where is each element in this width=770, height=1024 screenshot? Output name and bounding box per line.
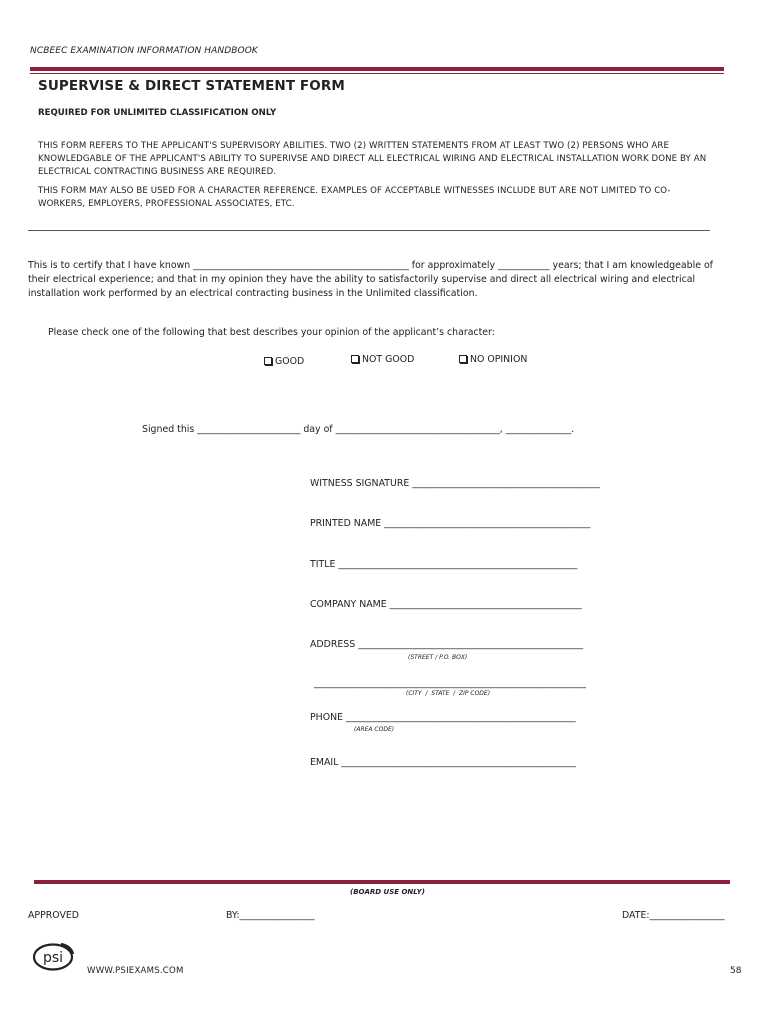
checkbox-icon[interactable] (264, 357, 272, 365)
by-field[interactable]: BY:________________ (226, 910, 315, 921)
option-good[interactable] (264, 356, 304, 367)
option-not-good-label: NOT GOOD (362, 354, 415, 365)
required-note: REQUIRED FOR UNLIMITED CLASSIFICATION ONLY (38, 108, 277, 118)
psi-logo (31, 940, 75, 972)
board-section-rule (34, 880, 730, 884)
option-good-label: GOOD (275, 356, 305, 367)
certification-statement[interactable]: This is to certify that I have known ______________________________________________ for approximately ___________ years; that I am knowledgeable of their electrical experience; and that in my opinion they have the ability to satisfactorily supervise and direct all electrical wiring and electrical installation work performed by an electrical contracting business in the Unlimited classification. (28, 260, 713, 299)
witness-signature-field[interactable]: WITNESS SIGNATURE ________________________________________ (310, 478, 600, 489)
option-no-opinion[interactable] (459, 354, 527, 365)
character-question: Please check one of the following that best describes your opinion of the applicant’s character: (48, 327, 495, 338)
header-rule-thin (30, 73, 724, 74)
address-line2-field[interactable]: __________________________________________________________ (314, 678, 586, 689)
instructions-paragraph-1: THIS FORM REFERS TO THE APPLICANT'S SUPERVISORY ABILITIES. TWO (2) WRITTEN STATEMENTS FROM AT LEAST TWO (2) PERSONS WHO ARE KNOWLEDGABLE OF THE APPLICANT'S ABILITY TO SUPERIVSE AND DIRECT ALL ELECTRICAL WIRING AND ELECTRICAL INSTALLATION WORK DONE BY AN ELECTRICAL CONTRACTING BUSINESS ARE REQUIRED. (38, 141, 707, 177)
logo-text: psi (42, 950, 64, 966)
approved-label: APPROVED (28, 910, 80, 921)
signed-date-line[interactable]: Signed this ______________________ day of ___________________________________, ______________. (142, 424, 575, 435)
section-divider (28, 230, 710, 231)
option-no-opinion-label: NO OPINION (470, 354, 528, 365)
page-number: 58 (730, 966, 742, 976)
street-sublabel: (STREET / P.O. BOX) (408, 654, 468, 661)
company-name-field[interactable]: COMPANY NAME _________________________________________ (310, 599, 582, 610)
email-field[interactable]: EMAIL __________________________________________________ (310, 757, 576, 768)
phone-field[interactable]: PHONE _________________________________________________ (310, 712, 576, 723)
checkbox-icon[interactable] (351, 355, 359, 363)
date-field[interactable]: DATE:________________ (622, 910, 725, 921)
form-title: SUPERVISE & DIRECT STATEMENT FORM (38, 78, 345, 94)
board-use-label: (BOARD USE ONLY) (350, 888, 425, 896)
handbook-header: NCBEEC EXAMINATION INFORMATION HANDBOOK (30, 46, 258, 56)
option-not-good[interactable] (351, 354, 414, 365)
header-rule-thick (30, 67, 724, 71)
area-code-sublabel: (AREA CODE) (354, 726, 395, 733)
checkbox-icon[interactable] (459, 355, 467, 363)
website-link[interactable]: WWW.PSIEXAMS.COM (87, 966, 184, 976)
address-field[interactable]: ADDRESS ________________________________________________ (310, 639, 584, 650)
title-field[interactable]: TITLE ___________________________________________________ (310, 559, 578, 570)
instructions-paragraph-2: THIS FORM MAY ALSO BE USED FOR A CHARACTER REFERENCE. EXAMPLES OF ACCEPTABLE WITNESSES INCLUDE BUT ARE NOT LIMITED TO CO- WORKERS, EMPLOYERS, PROFESSIONAL ASSOCIATES, ETC. (38, 186, 671, 209)
city-state-zip-sublabel: (CITY / STATE / ZIP CODE) (406, 690, 491, 697)
printed-name-field[interactable]: PRINTED NAME ____________________________________________ (310, 518, 591, 529)
